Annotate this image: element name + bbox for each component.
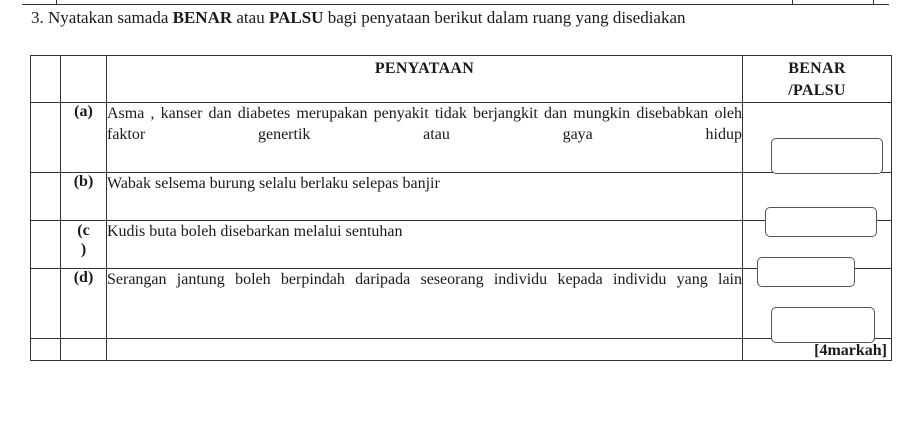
previous-table-tick bbox=[873, 0, 874, 5]
question-instruction bbox=[31, 8, 686, 28]
row-statement: Serangan jantung boleh berpindah daripada seseorang individu kepada individu yang lain bbox=[107, 269, 743, 339]
row-label: (a) bbox=[61, 103, 107, 173]
previous-table-tick bbox=[792, 0, 793, 5]
statement-header: PENYATAAN bbox=[107, 56, 743, 103]
row-statement: Asma , kanser dan diabetes merupakan penyakit tidak berjangkit dan mungkin disebabkan oleh faktor genertik atau gaya hidup bbox=[107, 103, 743, 173]
previous-table-border bbox=[22, 4, 889, 5]
row-label: (c ) bbox=[61, 221, 107, 269]
previous-table-tick bbox=[56, 0, 57, 5]
margin-cell bbox=[31, 339, 61, 361]
margin-cell bbox=[31, 221, 61, 269]
answer-header-line2: /PALSU bbox=[788, 82, 846, 99]
table-row bbox=[31, 173, 892, 221]
previous-section-edge bbox=[0, 0, 911, 6]
answer-cell bbox=[743, 221, 892, 269]
answer-cell bbox=[743, 269, 892, 339]
row-label: (b) bbox=[61, 173, 107, 221]
statement-cell bbox=[107, 339, 743, 361]
answer-box[interactable] bbox=[771, 138, 883, 174]
row-statement: Kudis buta boleh disebarkan melalui sentuhan bbox=[107, 221, 743, 269]
label-header-cell bbox=[61, 56, 107, 103]
row-statement: Wabak selsema burung selalu berlaku selepas banjir bbox=[107, 173, 743, 221]
row-label: (d) bbox=[61, 269, 107, 339]
answer-cell bbox=[743, 103, 892, 173]
table-row bbox=[31, 221, 892, 269]
answer-cell bbox=[743, 173, 892, 221]
margin-cell bbox=[31, 56, 61, 103]
answer-header-line1: BENAR bbox=[788, 60, 846, 77]
table-row bbox=[31, 269, 892, 339]
margin-cell bbox=[31, 103, 61, 173]
margin-cell bbox=[31, 269, 61, 339]
true-false-table bbox=[30, 55, 892, 361]
marks-cell bbox=[743, 339, 892, 361]
instruction-atau: atau bbox=[236, 8, 265, 27]
answer-header bbox=[743, 56, 892, 103]
instruction-post: bagi penyataan berikut dalam ruang yang disediakan bbox=[327, 8, 686, 27]
table-row bbox=[31, 103, 892, 173]
question-number: 3. bbox=[31, 8, 44, 27]
table-header-row bbox=[31, 56, 892, 103]
label-cell bbox=[61, 339, 107, 361]
marks-row bbox=[31, 339, 892, 361]
instruction-palsu: PALSU bbox=[268, 8, 324, 27]
instruction-benar: BENAR bbox=[172, 8, 233, 27]
marks-label: [4markah] bbox=[814, 342, 887, 359]
instruction-pre: Nyatakan samada bbox=[48, 8, 169, 27]
margin-cell bbox=[31, 173, 61, 221]
